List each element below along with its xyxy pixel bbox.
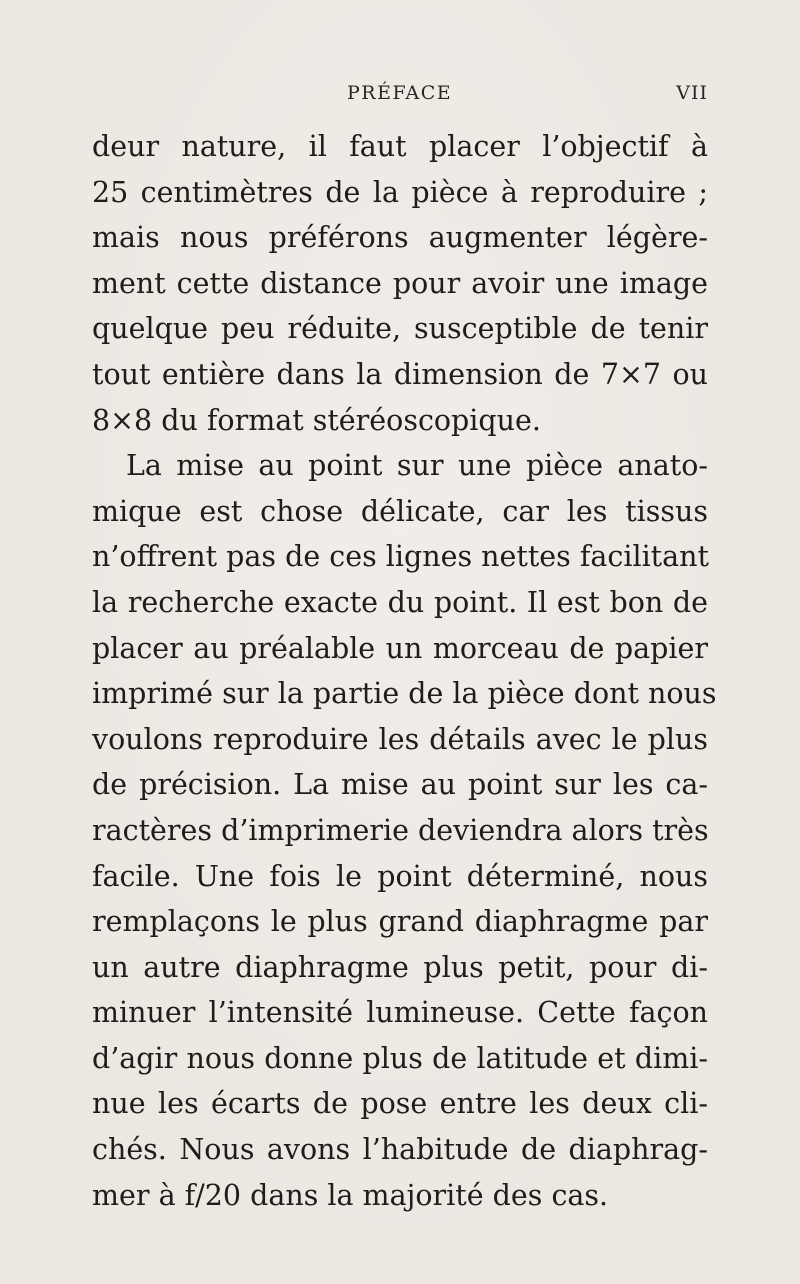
text-line: d’agir nous donne plus de latitude et dimi- [92, 1041, 708, 1075]
text-line: remplaçons le plus grand diaphragme par [92, 905, 708, 939]
text-line: chés. Nous avons l’habitude de diaphrag- [92, 1133, 708, 1167]
text-line: ment cette distance pour avoir une image [92, 266, 708, 300]
text-line: minuer l’intensité lumineuse. Cette façon [92, 996, 708, 1030]
paragraph-start-line: La mise au point sur une pièce anato- [126, 449, 708, 483]
text-line: mique est chose délicate, car les tissus [92, 494, 708, 528]
text-line: tout entière dans la dimension de 7×7 ou [92, 357, 708, 391]
page-number: VII [676, 82, 708, 104]
text-line: un autre diaphragme plus petit, pour di- [92, 950, 708, 984]
text-line: facile. Une fois le point déterminé, nous [92, 859, 708, 893]
text-line: de précision. La mise au point sur les ca- [92, 768, 708, 802]
paragraph-end-line: 8×8 du format stéréoscopique. [92, 403, 541, 437]
text-line: nue les écarts de pose entre les deux cli- [92, 1087, 708, 1121]
text-line: quelque peu réduite, susceptible de tenir [92, 312, 708, 346]
text-line: n’offrent pas de ces lignes nettes facilitant [92, 540, 709, 574]
text-line: la recherche exacte du point. Il est bon de [92, 585, 708, 619]
text-line: 25 centimètres de la pièce à reproduire ; [92, 175, 708, 209]
text-line: voulons reproduire les détails avec le plus [92, 722, 708, 756]
text-line: imprimé sur la partie de la pièce dont nous [92, 677, 717, 711]
text-line: deur nature, il faut placer l’objectif à [92, 130, 708, 163]
text-line: placer au préalable un morceau de papier [92, 631, 708, 665]
text-line: ractères d’imprimerie deviendra alors très [92, 813, 709, 847]
paragraph-end-line: mer à f/20 dans la majorité des cas. [92, 1178, 609, 1212]
text-line: mais nous préférons augmenter légère- [92, 221, 708, 255]
running-head [92, 82, 708, 112]
running-head-title: PRÉFACE [347, 82, 453, 104]
body-text [92, 124, 717, 1218]
